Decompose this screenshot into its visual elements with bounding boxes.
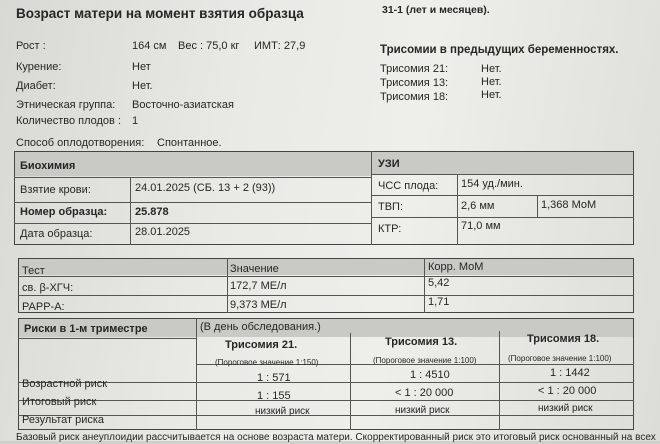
height-label: Рост : (16, 40, 46, 52)
risk-row-result-label: Результат риска (22, 414, 105, 426)
smoking-label: Курение: (16, 61, 62, 73)
risk-t21-threshold: (Пороговое значение 1:150) (215, 358, 319, 367)
risks-title: Риски в 1-м триместре (24, 323, 148, 335)
risk-t18-header: Трисомия 18. (527, 333, 600, 345)
risk-t21-age: 1 : 571 (257, 372, 291, 384)
marker-hcg-value: 172,7 МЕ/л (230, 280, 287, 292)
prev-t18-value: Нет. (481, 89, 502, 101)
marker-pappa-mom: 1,71 (428, 296, 450, 308)
risk-t21-result: низкий риск (255, 406, 310, 417)
nt-label: ТВП: (378, 201, 404, 213)
previous-trisomies-title: Трисомии в предыдущих беременностях. (380, 44, 619, 56)
ethnic-label: Этническая группа: (16, 99, 116, 111)
markers-col-value: Значение (230, 263, 279, 275)
bmi-value: ИМТ: 27,9 (254, 40, 306, 52)
sample-number-label: Номер образца: (20, 206, 108, 218)
risk-t18-final: < 1 : 20 000 (538, 385, 597, 397)
marker-hcg-name: св. β-ХГЧ: (22, 282, 74, 294)
risk-t13-age: 1 : 4510 (410, 369, 450, 381)
risk-t13-final: < 1 : 20 000 (395, 387, 454, 399)
sample-date-value: 28.01.2025 (135, 226, 191, 238)
risk-t13-threshold: (Пороговое значение 1:100) (373, 356, 477, 365)
risk-t13-header: Трисомия 13. (385, 336, 458, 348)
height-value: 164 см (132, 40, 167, 52)
risk-t13-result: низкий риск (395, 405, 450, 416)
marker-pappa-value: 9,373 МЕ/л (230, 299, 287, 311)
heart-rate-value: 154 уд./мин. (461, 178, 523, 190)
blood-draw-value: 24.01.2025 (СБ. 13 + 2 (93)) (135, 182, 276, 194)
risk-t18-age: 1 : 1442 (550, 367, 590, 379)
biochem-title: Биохимия (20, 160, 76, 172)
footer-note: Базовый риск анеуплоидии рассчитывается на основе возраста матери. Скорректированный риск это итоговый риск основанный на всех (16, 432, 656, 443)
risk-t18-result: низкий риск (538, 403, 593, 414)
prev-t21-label: Трисомия 21: (380, 63, 449, 75)
page-title: Возраст матери на момент взятия образца (16, 6, 304, 21)
prev-t13-label: Трисомия 13: (380, 77, 449, 89)
nt-mom-value: 1,368 МоМ (541, 199, 597, 211)
risk-t21-header: Трисомия 21. (225, 339, 298, 351)
smoking-value: Нет (132, 61, 151, 73)
conception-label: Способ оплодотворения: (16, 137, 145, 149)
sample-date-label: Дата образца: (20, 228, 93, 240)
maternal-age: 31-1 (лет и месяцев). (382, 4, 490, 16)
marker-hcg-mom: 5,42 (428, 277, 450, 289)
uzi-title: УЗИ (378, 158, 400, 170)
diabetes-value: Нет. (132, 80, 153, 92)
ethnic-value: Восточно-азиатская (132, 99, 234, 111)
diabetes-label: Диабет: (16, 80, 56, 92)
markers-col-mom: Корр. МоМ (428, 261, 484, 273)
sample-number-value: 25.878 (135, 206, 169, 218)
marker-pappa-name: PAPP-A: (22, 301, 65, 313)
risk-t18-threshold: (Пороговое значение 1:100) (508, 354, 612, 363)
blood-draw-label: Взятие крови: (20, 184, 91, 196)
prev-t18-label: Трисомия 18: (380, 91, 449, 103)
crl-label: КТР: (378, 223, 402, 235)
weight-value: Вес : 75,0 кг (178, 40, 240, 52)
prev-t21-value: Нет. (481, 63, 502, 75)
heart-rate-label: ЧСС плода: (378, 180, 439, 192)
markers-col-test: Тест (22, 265, 45, 277)
fetuses-value: 1 (132, 115, 139, 127)
risks-day-note: (В день обследования.) (200, 321, 321, 333)
risk-t21-final: 1 : 155 (257, 390, 291, 402)
conception-value: Спонтанное. (157, 137, 222, 149)
nt-value: 2,6 мм (461, 200, 495, 212)
fetuses-label: Количество плодов : (16, 115, 121, 127)
prev-t13-value: Нет. (481, 76, 502, 88)
risk-row-age-label: Возрастной риск (22, 378, 108, 390)
crl-value: 71,0 мм (461, 220, 501, 232)
risk-row-final-label: Итоговый риск (22, 396, 97, 408)
